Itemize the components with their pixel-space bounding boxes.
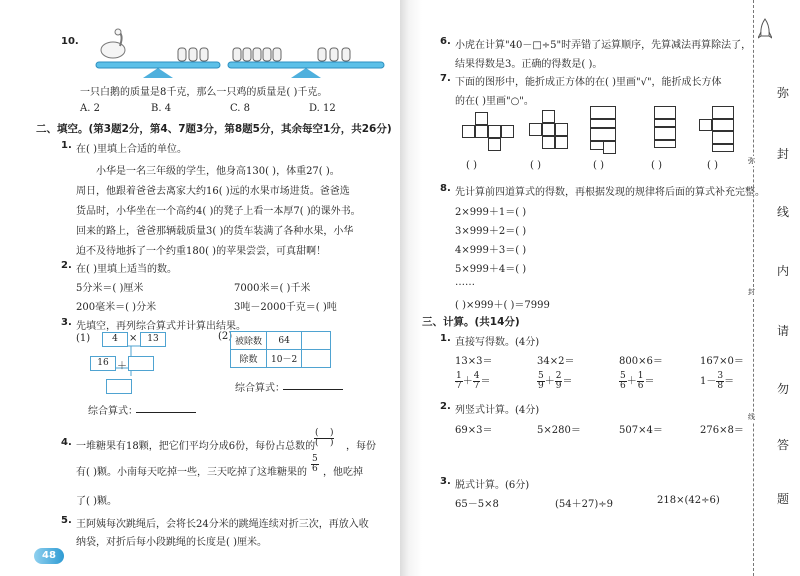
question-8-title: 先计算前四道算式的得数，再根据发现的规律将后面的算式补充完整。 [455,187,765,198]
part-2-label: (2) [218,331,233,342]
flow-box-a: 4 [102,332,128,347]
flow-box-c: 16 [90,356,116,371]
option-a: A. 2 [80,103,100,114]
dividend-value: 64 [267,332,302,350]
flow-operator-plus: ＋ [117,361,127,372]
binding-char-2: 封 [777,147,790,161]
question-8-line-1: 2×999＋1＝( ) [455,207,527,218]
table-blank-1[interactable] [302,332,331,350]
net-3-blank[interactable]: ( ) [593,160,604,171]
question-7-number: 7. [440,73,451,84]
option-d: D. 12 [309,103,336,114]
binding-char-5: 请 [777,324,790,338]
page-gutter [400,0,422,576]
question-4-number: 4. [61,437,72,448]
question-2-item-1: 5分米＝( )厘米 [76,283,144,294]
calc-3-item-2: (54＋27)÷9 [555,499,613,510]
seal-small-char-3: 线 [748,413,755,421]
question-8-ellipsis: …… [455,277,475,288]
formula-2-answer-line[interactable] [283,389,343,390]
question-7-line-1: 下面的图形中，能折成正方体的在( )里画"√"，能折成长方体 [455,77,722,88]
calc-1-title: 直接写得数。(4分) [455,337,540,348]
calc-1-item-2: 34×2＝ [537,356,575,367]
question-6-number: 6. [440,36,451,47]
calc-2-item-3: 507×4＝ [619,425,663,436]
question-4-line-1b: ，每份 [346,441,376,452]
question-4-line-2a: 有( )颗。小南每天吃掉一些，三天吃掉了这堆糖果的 [76,467,307,478]
flow-box-b: 13 [140,332,166,347]
question-1-line-2: 周日，他跟着爸爸去离家大约16( )远的水果市场进货。爸爸选 [76,186,350,197]
question-1-line-3: 货品时，小华坐在一个高约4( )的凳子上看一本厚7( )的课外书。 [76,206,361,217]
question-2-item-4: 3吨－2000千克＝( )吨 [234,302,337,313]
question-6-line-2: 结果得数是3。正确的得数是( )。 [455,59,603,70]
binding-char-1: 弥 [777,86,790,100]
question-4-fraction [311,455,319,474]
question-3-title: 先填空，再列综合算式并计算出结果。 [76,321,246,332]
question-8-line-4: 5×999＋4＝( ) [455,264,527,275]
question-1-title: 在( )里填上合适的单位。 [76,144,187,155]
formula-2-label: 综合算式： [235,383,285,394]
division-table [230,331,331,368]
question-3-number: 3. [61,317,72,328]
option-c: C. 8 [230,103,251,114]
question-4-line-2b: ，他吃掉 [323,467,363,478]
page-number: 48 [34,548,64,564]
question-8-line-3: 4×999＋3＝( ) [455,245,527,256]
net-4-blank[interactable]: ( ) [651,160,662,171]
option-b: B. 4 [151,103,172,114]
calc-2-item-4: 276×8＝ [700,425,744,436]
question-5-line-1: 王阿姨每次跳绳后，会将长24分米的跳绳连续对折三次，再放入收 [76,519,369,530]
calc-2-number: 2. [440,401,451,412]
flow-box-blank-1[interactable] [128,356,154,371]
net-5-blank[interactable]: ( ) [707,160,718,171]
section-2-title: 二、填空。(第3题2分，第4、7题3分，第8题5分，其余每空1分，共26分) [36,123,392,135]
binding-char-6: 勿 [777,382,790,396]
question-2-number: 2. [61,260,72,271]
question-8-last: ( )×999＋( )＝7999 [455,300,550,311]
binding-char-4: 内 [777,264,790,278]
calc-fraction-2: $\frac{5}{9}$ ＋ $\frac{2}{9}$ ＝ [538,371,573,391]
question-10-text: 一只白鹅的质量是8千克，那么一只鸡的质量是( )千克。 [80,87,328,98]
calc-2-item-1: 69×3＝ [455,425,493,436]
question-6-line-1: 小虎在计算"40－□÷5"时弄错了运算顺序，先算减法再算除法了， [455,40,752,51]
calc-fraction-3: $\frac{5}{6}$ ＋ $\frac{1}{6}$ ＝ [620,371,655,391]
part-1-label: (1) [76,333,91,344]
calc-3-number: 3. [440,476,451,487]
binding-char-8: 题 [777,492,790,506]
fraction-numerator: 5 [312,454,318,464]
question-2-item-2: 7000米＝( )千米 [234,283,311,294]
divisor-label: 除数 [231,350,267,368]
question-4-line-1a: 一堆糖果有18颗，把它们平均分成6份，每份占总数的 [76,441,316,452]
fraction-denominator: 6 [312,464,318,474]
calc-2-item-2: 5×280＝ [537,425,581,436]
question-4-blank-fraction[interactable]: $\frac{( )}{( )}$ [315,428,334,448]
calc-3-item-3: 218×(42÷6) [657,495,720,506]
binding-char-7: 答 [777,438,790,452]
question-2-title: 在( )里填上适当的数。 [76,264,177,275]
calc-3-title: 脱式计算。(6分) [455,480,530,491]
rocket-icon [758,18,772,42]
dividend-label: 被除数 [231,332,267,350]
calc-1-number: 1. [440,333,451,344]
balance-scales-illustration [88,26,388,78]
flow-operator-times: × [129,333,138,344]
question-2-item-3: 200毫米＝( )分米 [76,302,157,313]
calc-3-item-1: 65－5×8 [455,499,499,510]
net-2-blank[interactable]: ( ) [530,160,541,171]
question-1-line-4: 回来的路上，爸爸那辆载质量3( )的货车装满了各种水果，小华 [76,226,354,237]
binding-char-3: 线 [777,205,790,219]
question-5-number: 5. [61,515,72,526]
divisor-value: 10－2 [267,350,302,368]
calc-fraction-1: $\frac{1}{7}$ ＋ $\frac{4}{7}$ ＝ [456,371,491,391]
question-4-line-3: 了( )颗。 [76,496,117,507]
question-1-line-1: 小华是一名三年级的学生，他身高130( )，体重27( )。 [96,166,340,177]
seal-small-char-2: 封 [748,288,755,296]
question-8-number: 8. [440,183,451,194]
question-1-line-5: 迫不及待地拆了一个约重180( )的苹果尝尝，可真甜啊！ [76,246,327,257]
section-3-title: 三、计算。(共14分) [422,316,520,328]
net-1-blank[interactable]: ( ) [466,160,477,171]
calc-1-item-4: 167×0＝ [700,356,744,367]
flow-box-result[interactable] [106,379,132,394]
calc-1-item-3: 800×6＝ [619,356,663,367]
formula-1-answer-line[interactable] [136,412,196,413]
question-1-number: 1. [61,140,72,151]
table-blank-2[interactable] [302,350,331,368]
formula-1-label: 综合算式： [88,406,138,417]
seal-small-char-1: 弥 [748,157,755,165]
question-7-line-2: 的在( )里画"○"。 [455,96,534,107]
calc-fraction-4: 1－ $\frac{3}{8}$ ＝ [700,371,735,391]
question-10-number: 10. [61,36,79,47]
calc-1-item-1: 13×3＝ [455,356,493,367]
question-8-line-2: 3×999＋2＝( ) [455,226,527,237]
calc-2-title: 列竖式计算。(4分) [455,405,540,416]
question-5-line-2: 纳袋，对折后每小段跳绳的长度是( )厘米。 [76,537,267,548]
